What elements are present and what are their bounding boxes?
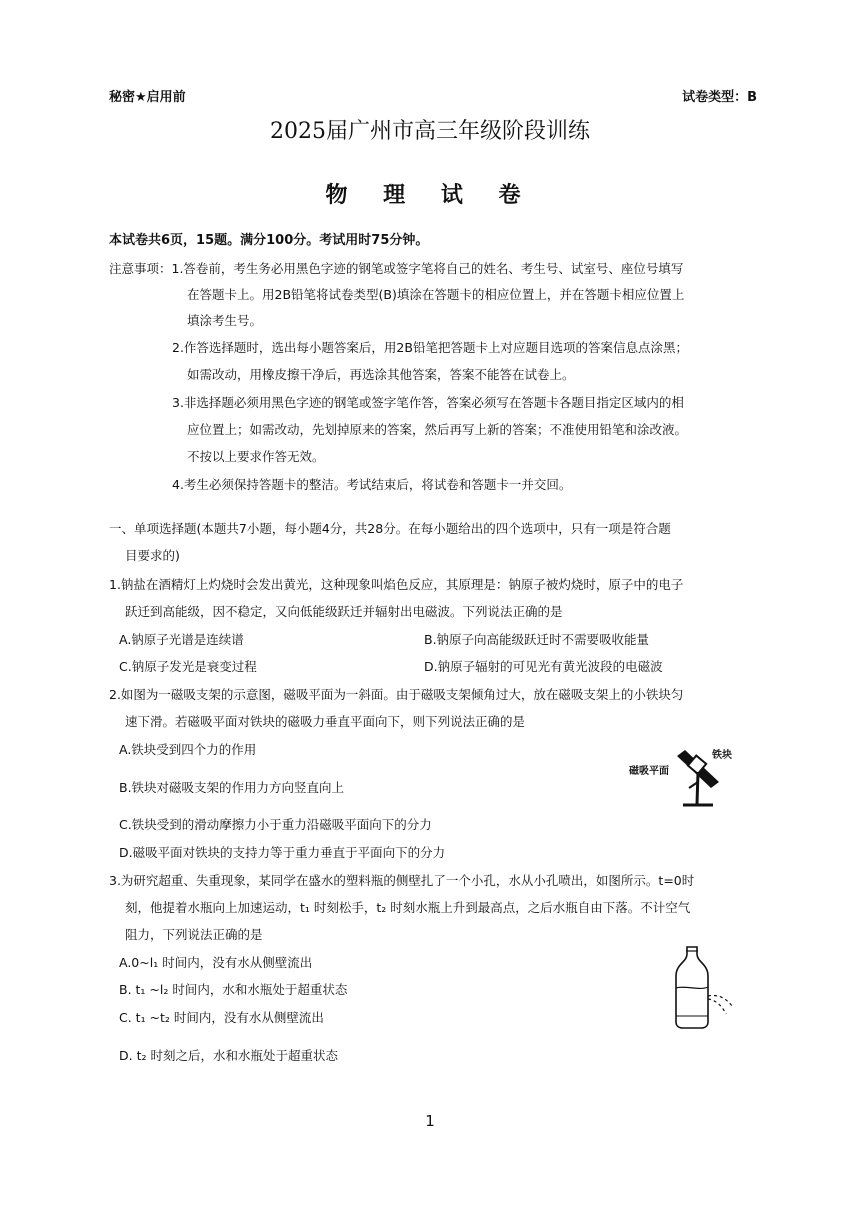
plane-label: 磁吸平面	[629, 766, 669, 777]
note-2-line-2: 如需改动，用橡皮擦干净后，再选涂其他答案，答案不能答在试卷上。	[187, 367, 575, 382]
section-1-heading-line-2: 目要求的)	[125, 548, 180, 563]
note-3-line-3: 不按以上要求作答无效。	[187, 449, 325, 464]
secret-label: 秘密★启用前	[109, 90, 186, 105]
q3-stem-line-1: 3.为研究超重、失重现象，某同学在盛水的塑料瓶的侧壁扎了一个小孔，水从小孔喷出，如图所示。t=0时	[109, 873, 695, 888]
q1-option-d: D.钠原子辐射的可见光有黄光波段的电磁波	[424, 659, 663, 674]
page-number: 1	[425, 1112, 435, 1130]
q3-stem-line-2: 刻，他提着水瓶向上加速运动，t₁ 时刻松手，t₂ 时刻水瓶上升到最高点，之后水瓶自由下落。不计空气	[125, 900, 691, 915]
q3-option-c: C. t₁ ~t₂ 时间内，没有水从侧壁流出	[119, 1010, 324, 1025]
water-jet-lower	[708, 999, 726, 1014]
q3-stem-line-3: 阻力，下列说法正确的是	[125, 927, 263, 942]
exam-intro: 本试卷共6页，15题。满分100分。考试用时75分钟。	[109, 233, 429, 248]
section-1-heading-line-1: 一、单项选择题(本题共7小题，每小题4分，共28分。在每小题给出的四个选项中，只有一项是符合题	[109, 521, 671, 536]
q2-option-d: D.磁吸平面对铁块的支持力等于重力垂直于平面向下的分力	[119, 845, 446, 860]
q1-option-a: A.钠原子光谱是连续谱	[119, 632, 244, 647]
paper-type-label: 试卷类型：B	[682, 90, 757, 105]
stand-pole	[697, 772, 698, 804]
note-2-line-1: 2.作答选择题时，选出每小题答案后，用2B铅笔把答题卡上对应题目选项的答案信息点涂黑；	[172, 340, 688, 355]
q3-option-d: D. t₂ 时刻之后，水和水瓶处于超重状态	[119, 1048, 338, 1063]
water-jet-upper	[708, 995, 732, 1006]
q3-option-b: B. t₁ ~l₂ 时间内，水和水瓶处于超重状态	[119, 982, 348, 997]
q3-option-a: A.0~l₁ 时间内，没有水从侧壁流出	[119, 955, 313, 970]
q2-option-b: B.铁块对磁吸支架的作用力方向竖直向上	[119, 780, 345, 795]
q1-option-b: B.钠原子向高能级跃迁时不需要吸收能量	[424, 632, 650, 647]
magnetic-stand-figure	[625, 742, 745, 812]
water-bottle-figure	[670, 944, 742, 1030]
q2-stem-line-2: 速下滑。若磁吸平面对铁块的磁吸力垂直平面向下，则下列说法正确的是	[125, 714, 526, 729]
q1-option-c: C.钠原子发光是衰变过程	[119, 659, 257, 674]
note-4-line-1: 4.考生必须保持答题卡的整洁。考试结束后，将试卷和答题卡一并交回。	[172, 477, 572, 492]
note-3-line-1: 3.非选择题必须用黑色字迹的钢笔或签字笔作答，答案必须写在答题卡各题目指定区域内的相	[172, 395, 684, 410]
block-label: 铁块	[712, 750, 732, 761]
note-1-line-2: 在答题卡上。用2B铅笔将试卷类型(B)填涂在答题卡的相应位置上，并在答题卡相应位置上	[187, 287, 685, 302]
note-3-line-2: 应位置上；如需改动，先划掉原来的答案，然后再写上新的答案；不准使用铅笔和涂改液。	[187, 422, 688, 437]
note-1-line-1: 注意事项：1.答卷前，考生务必用黑色字迹的钢笔或签字笔将自己的姓名、考生号、试室号、座位号填写	[109, 261, 684, 276]
q2-option-a: A.铁块受到四个力的作用	[119, 742, 257, 757]
q2-option-c: C.铁块受到的滑动摩擦力小于重力沿磁吸平面向下的分力	[119, 817, 432, 832]
subject-title: 物 理 试 卷	[325, 182, 535, 208]
q1-stem-line-2: 跃迁到高能级，因不稳定，又向低能级跃迁并辐射出电磁波。下列说法正确的是	[125, 604, 563, 619]
q1-stem-line-1: 1.钠盐在酒精灯上灼烧时会发出黄光，这种现象叫焰色反应，其原理是：钠原子被灼烧时，原子中的电子	[109, 577, 684, 592]
q2-stem-line-1: 2.如图为一磁吸支架的示意图，磁吸平面为一斜面。由于磁吸支架倾角过大，放在磁吸支架上的小铁块匀	[109, 687, 684, 702]
note-1-line-3: 填涂考生号。	[187, 313, 263, 328]
exam-title: 2025届广州市高三年级阶段训练	[270, 119, 590, 144]
